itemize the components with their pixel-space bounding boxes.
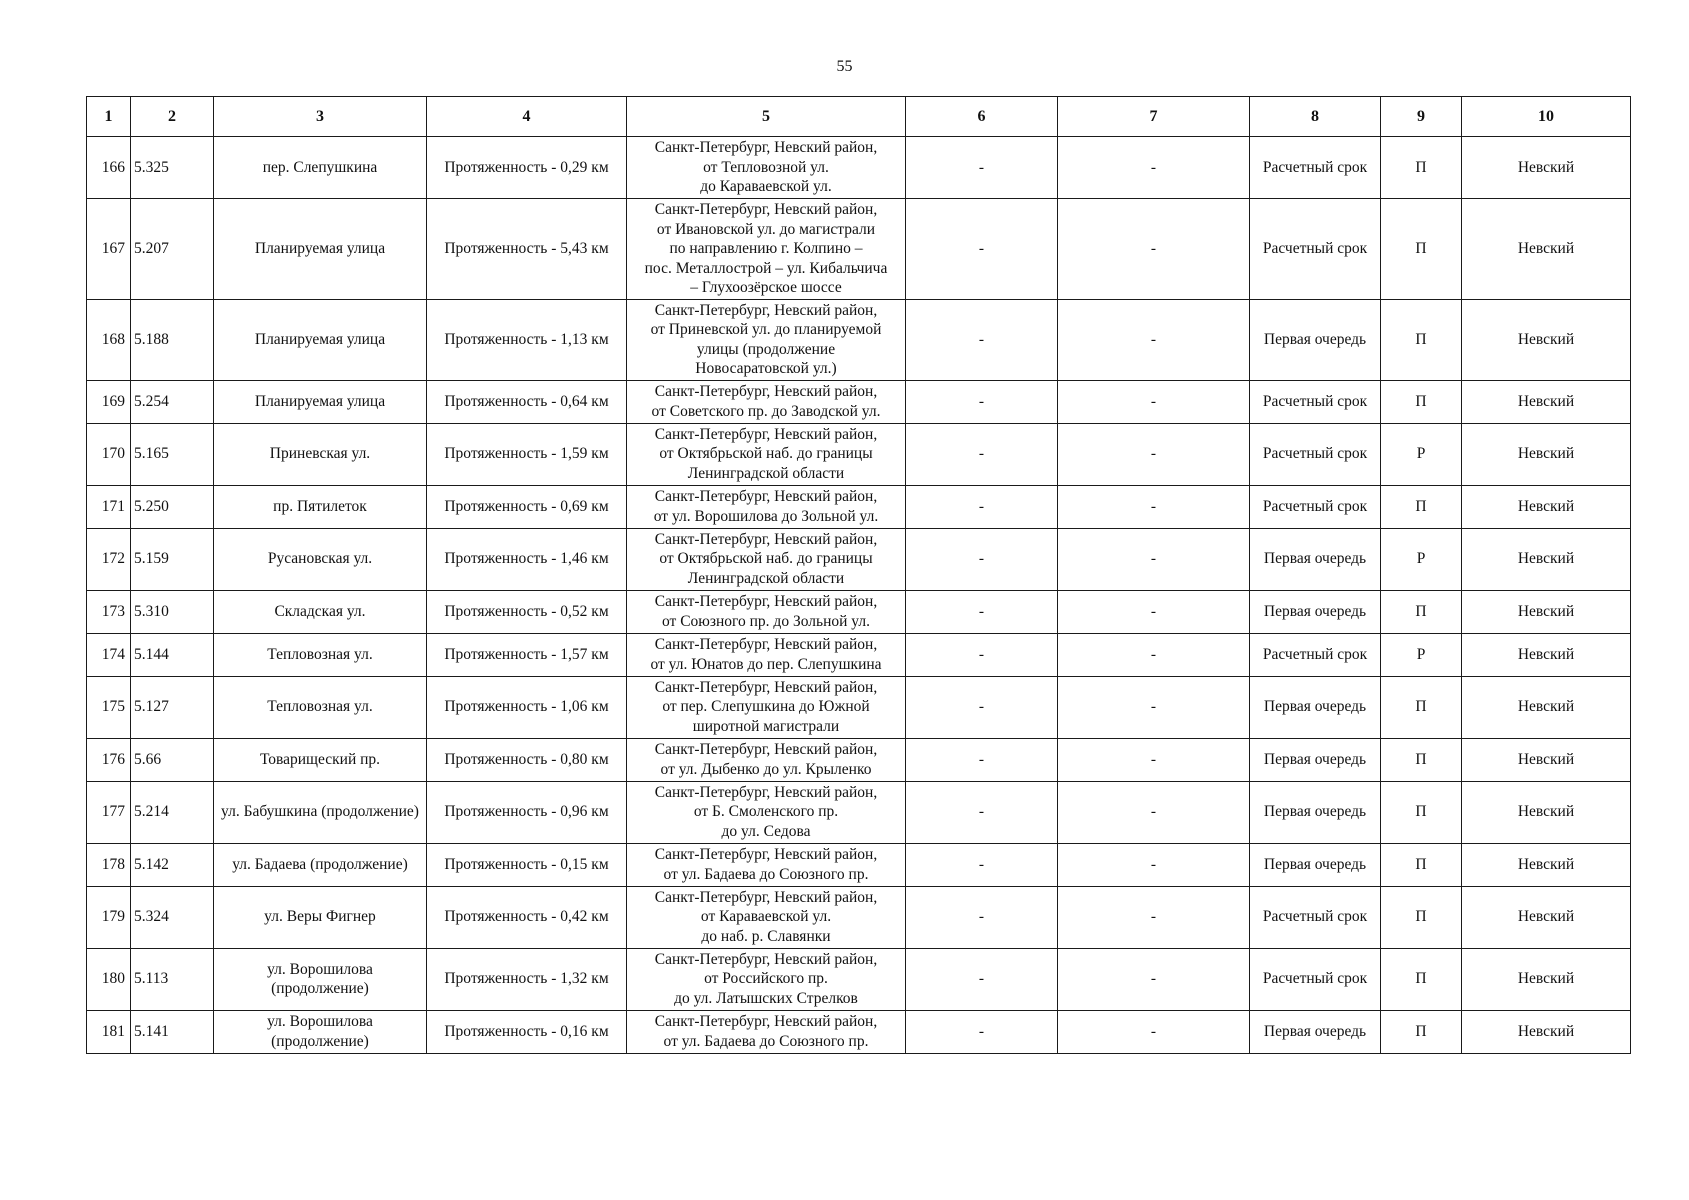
object-code: 5.324 [131,886,214,948]
column-header: 5 [627,97,906,137]
row-number: 175 [87,676,131,738]
implementation-term: Расчетный срок [1250,380,1381,423]
location-line: от пер. Слепушкина до Южной [662,698,870,716]
table-row [87,633,1631,676]
row-number: 179 [87,886,131,948]
column-7-value: - [1058,738,1250,781]
location-line: от ул. Бадаева до Союзного пр. [663,865,869,883]
district-name: Невский [1462,948,1631,1010]
page-number: 55 [836,58,853,75]
roads-table [86,96,1631,1054]
location-line: пос. Металлострой – ул. Кибальчича [644,259,888,277]
object-length: Протяженность - 1,57 км [427,633,627,676]
object-name: ул. Бадаева (продолжение) [214,843,427,886]
column-7-value: - [1058,199,1250,300]
object-length: Протяженность - 0,29 км [427,137,627,199]
object-length: Протяженность - 0,52 км [427,590,627,633]
column-6-value: - [906,948,1058,1010]
district-name: Невский [1462,528,1631,590]
row-number: 167 [87,199,131,300]
object-location [627,199,906,300]
table-row [87,485,1631,528]
location-line: от Союзного пр. до Зольной ул. [662,612,870,630]
implementation-term: Первая очередь [1250,528,1381,590]
column-6-value: - [906,137,1058,199]
object-code: 5.214 [131,781,214,843]
object-code: 5.159 [131,528,214,590]
location-line: от ул. Ворошилова до Зольной ул. [653,507,879,525]
table-row [87,948,1631,1010]
column-header: 8 [1250,97,1381,137]
column-6-value: - [906,738,1058,781]
object-type: П [1381,299,1462,380]
location-line: от ул. Бадаева до Союзного пр. [663,1032,869,1050]
object-code: 5.144 [131,633,214,676]
row-number: 180 [87,948,131,1010]
object-type: П [1381,485,1462,528]
object-type: Р [1381,423,1462,485]
district-name: Невский [1462,380,1631,423]
object-name: ул. Ворошилова (продолжение) [214,1010,427,1053]
object-name: ул. Веры Фигнер [214,886,427,948]
implementation-term: Расчетный срок [1250,137,1381,199]
district-name: Невский [1462,199,1631,300]
column-header: 3 [214,97,427,137]
column-7-value: - [1058,590,1250,633]
table-row [87,886,1631,948]
location-line: Санкт-Петербург, Невский район, [654,1013,878,1030]
row-number: 171 [87,485,131,528]
column-7-value: - [1058,299,1250,380]
column-7-value: - [1058,137,1250,199]
column-6-value: - [906,633,1058,676]
row-number: 177 [87,781,131,843]
row-number: 166 [87,137,131,199]
table-row [87,781,1631,843]
table-row [87,199,1631,300]
location-line: Санкт-Петербург, Невский район, [654,383,878,400]
object-length: Протяженность - 0,64 км [427,380,627,423]
table-row [87,299,1631,380]
object-length: Протяженность - 5,43 км [427,199,627,300]
object-name: Планируемая улица [214,380,427,423]
object-location [627,843,906,886]
column-6-value: - [906,528,1058,590]
district-name: Невский [1462,633,1631,676]
implementation-term: Первая очередь [1250,1010,1381,1053]
implementation-term: Расчетный срок [1250,886,1381,948]
object-type: П [1381,1010,1462,1053]
location-line: от Октябрьской наб. до границы [659,445,873,463]
column-7-value: - [1058,886,1250,948]
object-name: ул. Ворошилова (продолжение) [214,948,427,1010]
implementation-term: Первая очередь [1250,738,1381,781]
object-code: 5.165 [131,423,214,485]
object-type: Р [1381,528,1462,590]
object-type: П [1381,137,1462,199]
column-6-value: - [906,1010,1058,1053]
location-line: до наб. р. Славянки [701,927,831,945]
district-name: Невский [1462,1010,1631,1053]
column-6-value: - [906,676,1058,738]
object-location [627,423,906,485]
location-line: от Советского пр. до Заводской ул. [651,402,881,420]
object-code: 5.142 [131,843,214,886]
column-6-value: - [906,423,1058,485]
object-location [627,380,906,423]
object-length: Протяженность - 0,42 км [427,886,627,948]
location-line: Санкт-Петербург, Невский район, [654,530,878,548]
location-line: от Б. Смоленского пр. [693,803,839,821]
location-line: от Октябрьской наб. до границы [659,550,873,568]
column-header: 9 [1381,97,1462,137]
object-length: Протяженность - 1,59 км [427,423,627,485]
object-name: Планируемая улица [214,299,427,380]
column-7-value: - [1058,781,1250,843]
district-name: Невский [1462,423,1631,485]
object-type: П [1381,843,1462,886]
implementation-term: Первая очередь [1250,781,1381,843]
location-line: от Тепловозной ул. [703,158,829,176]
location-line: Санкт-Петербург, Невский район, [654,301,878,319]
object-type: П [1381,380,1462,423]
object-length: Протяженность - 1,06 км [427,676,627,738]
row-number: 170 [87,423,131,485]
object-length: Протяженность - 1,32 км [427,948,627,1010]
row-number: 168 [87,299,131,380]
location-line: Санкт-Петербург, Невский район, [654,741,878,758]
implementation-term: Первая очередь [1250,843,1381,886]
column-6-value: - [906,485,1058,528]
object-name: пер. Слепушкина [214,137,427,199]
object-type: П [1381,676,1462,738]
table-row [87,676,1631,738]
location-line: от ул. Юнатов до пер. Слепушкина [650,655,882,673]
table-row [87,423,1631,485]
table-row [87,137,1631,199]
column-7-value: - [1058,380,1250,423]
implementation-term: Расчетный срок [1250,633,1381,676]
location-line: улицы (продолжение [696,340,836,358]
column-7-value: - [1058,676,1250,738]
implementation-term: Первая очередь [1250,676,1381,738]
object-length: Протяженность - 1,46 км [427,528,627,590]
column-7-value: - [1058,843,1250,886]
implementation-term: Расчетный срок [1250,485,1381,528]
table-row [87,738,1631,781]
location-line: – Глухоозёрское шоссе [690,279,842,296]
location-line: Санкт-Петербург, Невский район, [654,425,878,443]
row-number: 172 [87,528,131,590]
location-line: Санкт-Петербург, Невский район, [654,488,878,505]
district-name: Невский [1462,590,1631,633]
column-6-value: - [906,843,1058,886]
column-6-value: - [906,590,1058,633]
location-line: Санкт-Петербург, Невский район, [654,593,878,610]
location-line: по направлению г. Колпино – [669,240,863,257]
district-name: Невский [1462,738,1631,781]
implementation-term: Расчетный срок [1250,423,1381,485]
district-name: Невский [1462,781,1631,843]
district-name: Невский [1462,843,1631,886]
object-length: Протяженность - 0,80 км [427,738,627,781]
table-row [87,843,1631,886]
district-name: Невский [1462,886,1631,948]
object-length: Протяженность - 0,15 км [427,843,627,886]
object-location [627,948,906,1010]
object-type: П [1381,199,1462,300]
object-code: 5.188 [131,299,214,380]
object-type: П [1381,886,1462,948]
location-line: Санкт-Петербург, Невский район, [654,636,878,653]
column-header: 4 [427,97,627,137]
object-code: 5.127 [131,676,214,738]
object-name: Тепловозная ул. [214,633,427,676]
location-line: Ленинградской области [687,464,845,482]
district-name: Невский [1462,299,1631,380]
column-6-value: - [906,781,1058,843]
object-code: 5.207 [131,199,214,300]
column-header: 2 [131,97,214,137]
object-type: Р [1381,633,1462,676]
object-location [627,1010,906,1053]
row-number: 173 [87,590,131,633]
implementation-term: Первая очередь [1250,590,1381,633]
object-code: 5.66 [131,738,214,781]
location-line: от Ивановской ул. до магистрали [656,220,876,238]
column-7-value: - [1058,1010,1250,1053]
object-location [627,299,906,380]
column-6-value: - [906,380,1058,423]
row-number: 181 [87,1010,131,1053]
location-line: Санкт-Петербург, Невский район, [654,950,878,968]
object-code: 5.310 [131,590,214,633]
object-location [627,781,906,843]
column-7-value: - [1058,948,1250,1010]
column-6-value: - [906,199,1058,300]
object-name: Приневская ул. [214,423,427,485]
column-7-value: - [1058,485,1250,528]
location-line: до ул. Латышских Стрелков [674,989,858,1007]
location-line: широтной магистрали [692,717,840,735]
location-line: Санкт-Петербург, Невский район, [654,139,878,157]
object-length: Протяженность - 0,69 км [427,485,627,528]
object-type: П [1381,781,1462,843]
location-line: от Приневской ул. до планируемой [650,321,882,338]
object-code: 5.141 [131,1010,214,1053]
object-type: П [1381,738,1462,781]
column-header: 6 [906,97,1058,137]
row-number: 176 [87,738,131,781]
district-name: Невский [1462,676,1631,738]
object-code: 5.113 [131,948,214,1010]
object-location [627,676,906,738]
location-line: Новосаратовской ул.) [695,360,837,377]
location-line: Санкт-Петербург, Невский район, [654,846,878,863]
object-location [627,633,906,676]
location-line: от ул. Дыбенко до ул. Крыленко [660,760,872,778]
row-number: 178 [87,843,131,886]
column-7-value: - [1058,423,1250,485]
object-name: Товарищеский пр. [214,738,427,781]
table-row [87,380,1631,423]
row-number: 174 [87,633,131,676]
location-line: от Караваевской ул. [700,908,832,926]
location-line: Ленинградской области [687,569,845,587]
object-name: ул. Бабушкина (продолжение) [214,781,427,843]
object-location [627,485,906,528]
district-name: Невский [1462,137,1631,199]
location-line: Санкт-Петербург, Невский район, [654,201,878,218]
column-6-value: - [906,299,1058,380]
implementation-term: Первая очередь [1250,299,1381,380]
object-location [627,528,906,590]
object-type: П [1381,590,1462,633]
location-line: Санкт-Петербург, Невский район, [654,678,878,696]
row-number: 169 [87,380,131,423]
column-7-value: - [1058,633,1250,676]
object-name: Русановская ул. [214,528,427,590]
column-7-value: - [1058,528,1250,590]
object-location [627,137,906,199]
object-location [627,886,906,948]
location-line: Санкт-Петербург, Невский район, [654,783,878,801]
location-line: от Российского пр. [704,970,828,988]
object-code: 5.325 [131,137,214,199]
location-line: до Караваевской ул. [700,178,832,196]
implementation-term: Расчетный срок [1250,199,1381,300]
object-name: Тепловозная ул. [214,676,427,738]
object-name: пр. Пятилеток [214,485,427,528]
object-name: Планируемая улица [214,199,427,300]
object-location [627,590,906,633]
column-6-value: - [906,886,1058,948]
location-line: до ул. Седова [721,822,811,840]
table-row [87,528,1631,590]
object-code: 5.254 [131,380,214,423]
implementation-term: Расчетный срок [1250,948,1381,1010]
table-row [87,1010,1631,1053]
column-header: 10 [1462,97,1631,137]
district-name: Невский [1462,485,1631,528]
object-type: П [1381,948,1462,1010]
object-location [627,738,906,781]
object-length: Протяженность - 0,16 км [427,1010,627,1053]
object-length: Протяженность - 0,96 км [427,781,627,843]
table-row [87,590,1631,633]
column-header: 1 [87,97,131,137]
column-header: 7 [1058,97,1250,137]
object-name: Складская ул. [214,590,427,633]
header-row [87,97,1631,137]
object-code: 5.250 [131,485,214,528]
object-length: Протяженность - 1,13 км [427,299,627,380]
location-line: Санкт-Петербург, Невский район, [654,888,878,906]
